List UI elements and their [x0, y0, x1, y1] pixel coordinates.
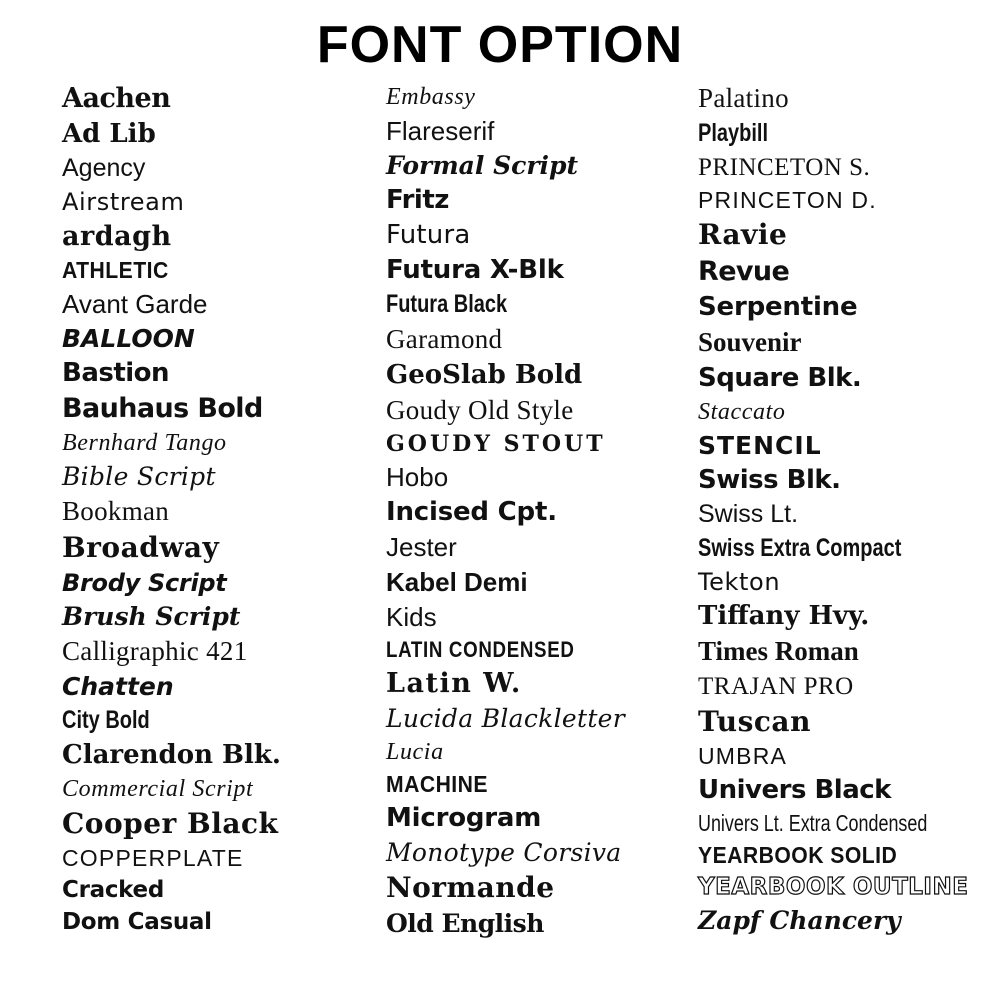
font-name-item[interactable]: Bauhaus Bold [62, 392, 263, 424]
font-name-item[interactable]: Embassy [386, 83, 476, 110]
page-title: FONT OPTION [316, 16, 684, 74]
font-name-item[interactable]: GOUDY STOUT [386, 430, 606, 457]
font-name-item[interactable]: Univers Black [698, 774, 891, 805]
font-name-item[interactable]: Kabel Demi [386, 566, 528, 597]
font-name-item[interactable]: ardagh [62, 220, 172, 252]
font-name-item[interactable]: PRINCETON S. [698, 153, 871, 181]
font-name-item[interactable]: TRAJAN PRO [698, 672, 854, 700]
font-name-item[interactable]: YEARBOOK SOLID [698, 841, 898, 868]
font-name-item[interactable]: COPPERPLATE [62, 844, 244, 871]
font-name-item[interactable]: Lucida Blackletter [386, 703, 626, 733]
font-column-3 [688, 82, 1000, 942]
font-name-item[interactable]: Avant Garde [62, 288, 208, 319]
font-name-item[interactable]: Palatino [698, 82, 789, 113]
font-name-item[interactable]: City Bold [62, 705, 150, 734]
font-name-item[interactable]: Normande [386, 870, 555, 904]
font-name-item[interactable]: Latin W. [386, 667, 522, 699]
font-name-item[interactable]: Tiffany Hvy. [698, 600, 870, 631]
font-name-item[interactable]: Old English [386, 908, 544, 938]
font-column-1 [0, 82, 364, 943]
font-name-item[interactable]: Zapf Chancery [698, 905, 901, 935]
font-name-item[interactable]: Times Roman [698, 635, 859, 666]
font-name-item[interactable]: Futura [386, 219, 471, 250]
font-name-item[interactable]: Serpentine [698, 291, 858, 322]
font-name-item[interactable]: Agency [62, 153, 146, 182]
font-name-item[interactable]: Ravie [698, 217, 788, 251]
font-name-item[interactable]: Fritz [386, 184, 449, 215]
font-name-item[interactable]: YEARBOOK OUTLINE [698, 873, 969, 900]
font-name-item[interactable]: Revue [698, 255, 790, 287]
font-name-item[interactable]: UMBRA [698, 742, 788, 769]
font-name-item[interactable]: Garamond [386, 323, 503, 354]
font-name-item[interactable]: Jester [386, 531, 457, 562]
font-name-item[interactable]: LATIN CONDENSED [386, 636, 575, 662]
font-name-item[interactable]: Futura X-Blk [386, 254, 564, 285]
font-name-item[interactable]: Square Blk. [698, 362, 862, 393]
font-name-item[interactable]: Commercial Script [62, 775, 254, 802]
font-name-item[interactable]: Monotype Corsiva [386, 837, 622, 867]
font-name-item[interactable]: Souvenir [698, 326, 802, 357]
font-name-item[interactable]: GeoSlab Bold [386, 359, 583, 390]
font-name-item[interactable]: Lucia [386, 738, 444, 765]
font-name-item[interactable]: Staccato [698, 398, 786, 425]
font-name-item[interactable]: Goudy Old Style [386, 394, 574, 425]
font-name-item[interactable]: Bookman [62, 495, 170, 526]
font-name-item[interactable]: Bible Script [62, 461, 216, 491]
font-name-item[interactable]: Incised Cpt. [386, 496, 557, 527]
font-name-item[interactable]: Microgram [386, 802, 542, 833]
font-name-item[interactable]: Clarendon Blk. [62, 739, 281, 770]
font-name-item[interactable]: Kids [386, 601, 437, 632]
font-name-item[interactable]: Dom Casual [62, 908, 212, 935]
font-name-item[interactable]: Tekton [698, 567, 781, 596]
font-name-item[interactable]: Swiss Extra Compact [698, 533, 902, 562]
font-name-item[interactable]: Futura Black [386, 289, 508, 318]
font-name-item[interactable]: Univers Lt. Extra Condensed [698, 809, 928, 836]
font-name-item[interactable]: Playbill [698, 118, 769, 147]
font-name-item[interactable]: Flareserif [386, 115, 495, 146]
font-name-item[interactable]: Formal Script [386, 150, 579, 180]
font-column-2 [364, 85, 688, 945]
font-name-item[interactable]: Airstream [62, 187, 185, 216]
font-name-item[interactable]: Broadway [62, 530, 220, 564]
font-name-item[interactable]: Brush Script [62, 601, 241, 631]
font-name-item[interactable]: STENCIL [698, 430, 822, 460]
font-name-item[interactable]: Swiss Blk. [698, 464, 841, 495]
font-name-item[interactable]: MACHINE [386, 770, 488, 797]
font-name-item[interactable]: Bernhard Tango [62, 429, 227, 456]
font-name-item[interactable]: PRINCETON D. [698, 186, 877, 213]
font-name-item[interactable]: Aachen [62, 82, 171, 114]
font-name-item[interactable]: Cracked [62, 876, 165, 903]
font-name-item[interactable]: Ad Lib [62, 118, 156, 149]
font-name-item[interactable]: ATHLETIC [62, 256, 169, 283]
font-name-item[interactable]: Calligraphic 421 [62, 635, 248, 666]
font-columns [0, 79, 1000, 979]
font-name-item[interactable]: BALLOON [62, 323, 195, 353]
font-name-item[interactable]: Chatten [62, 671, 174, 701]
font-name-item[interactable]: Bastion [62, 357, 170, 388]
font-name-item[interactable]: Brody Script [62, 568, 227, 597]
font-name-item[interactable]: Tuscan [698, 704, 811, 738]
font-name-item[interactable]: Swiss Lt. [698, 499, 799, 528]
font-name-item[interactable]: Cooper Black [62, 806, 279, 840]
font-name-item[interactable]: Hobo [386, 461, 449, 492]
